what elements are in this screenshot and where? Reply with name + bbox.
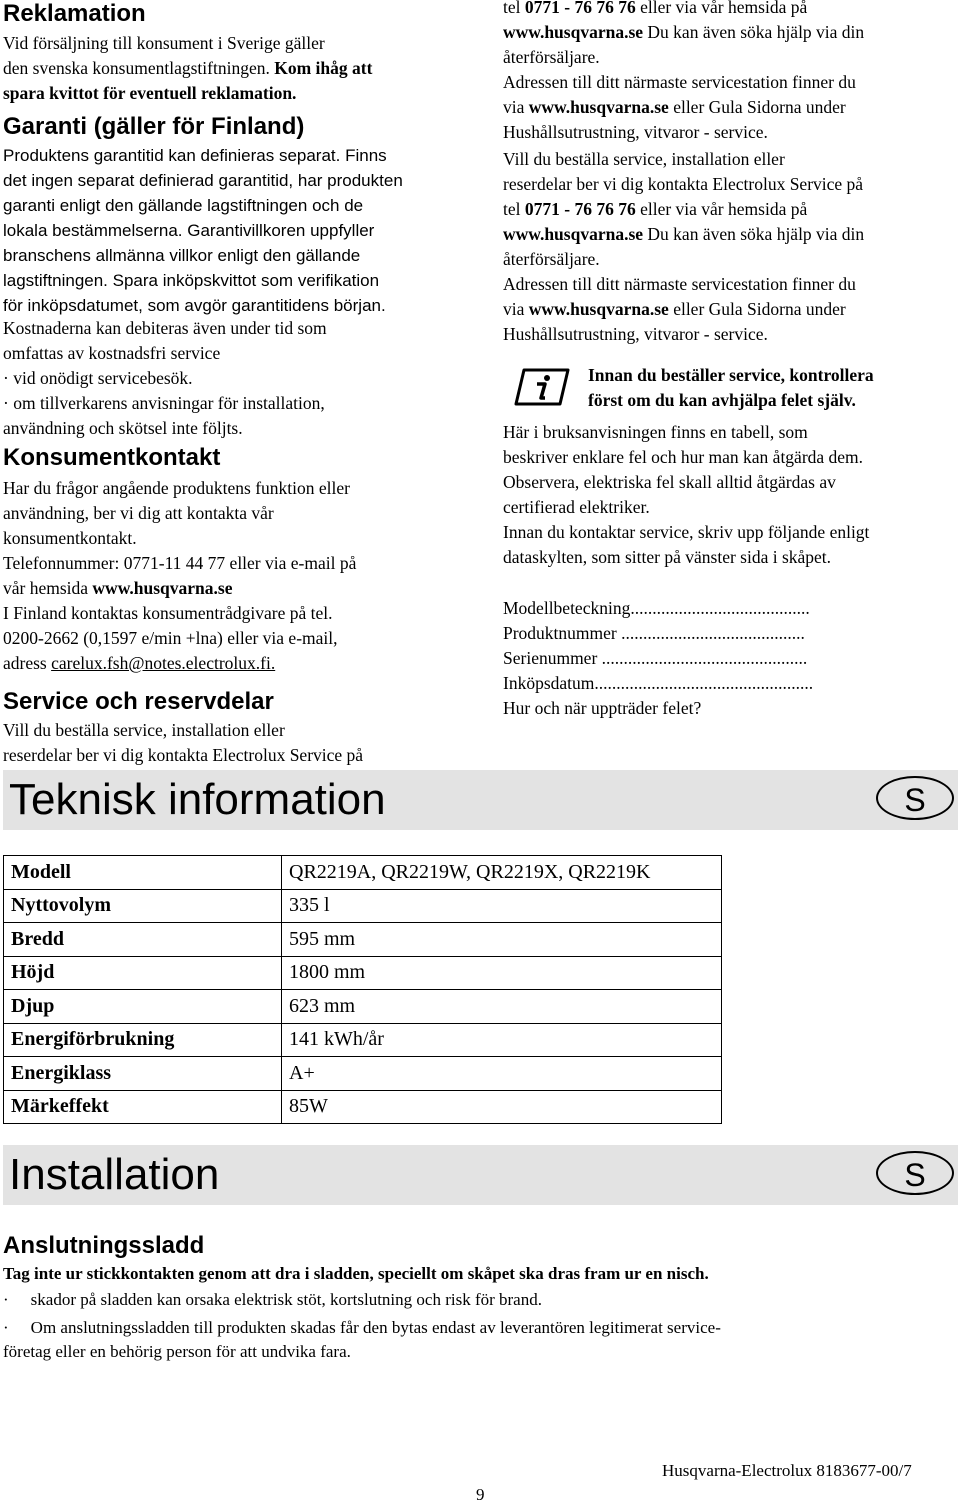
table-row xyxy=(4,1090,722,1124)
service-contact-block-1 xyxy=(503,0,958,145)
reklamation-line-2-text: den svenska konsumentlagstiftningen. xyxy=(3,58,275,78)
kontakt-line: konsumentkontakt. xyxy=(3,528,137,548)
reklamation-heading: Reklamation xyxy=(3,0,146,27)
table-row xyxy=(4,956,722,990)
b1-line: Hushållsutrustning, vitvaror - service. xyxy=(503,122,768,142)
b2-web2-link[interactable]: www.husqvarna.se xyxy=(528,299,669,319)
reklamation-line-1: Vid försäljning till konsument i Sverige gäller xyxy=(3,33,325,53)
field-purchase-date: Inköpsdatum.................................................. xyxy=(503,673,814,693)
service-line: Vill du beställa service, installation eller xyxy=(3,720,285,740)
cord-bullet-1 xyxy=(3,1287,542,1312)
spec-table xyxy=(3,855,722,1124)
spec-label: Energiklass xyxy=(4,1057,282,1091)
kontakt-email-line xyxy=(3,651,473,676)
b1-tel-prefix: tel xyxy=(503,0,525,17)
spec-value: 85W xyxy=(282,1090,722,1124)
bullet-text: Om anslutningssladden till produkten skadas får den bytas endast av leverantören legitimerat service- xyxy=(30,1318,721,1337)
garanti-line: branschens allmänna villkor enligt den gällande xyxy=(3,246,361,265)
notice-text xyxy=(588,363,958,413)
spec-label: Märkeffekt xyxy=(4,1090,282,1124)
notice-line-1: Innan du beställer service, kontrollera xyxy=(588,365,874,385)
b1-via-line xyxy=(503,95,958,120)
table-row xyxy=(4,889,722,923)
para-line: Observera, elektriska fel skall alltid åtgärdas av xyxy=(503,472,836,492)
spec-value: 1800 mm xyxy=(282,956,722,990)
kontakt-fin-line: I Finland kontaktas konsumentrådgivare på tel. xyxy=(3,603,333,623)
b1-tel-suffix: eller via vår hemsida på xyxy=(635,0,808,17)
service-contact-block-2 xyxy=(503,147,958,347)
field-model: Modellbeteckning......................................... xyxy=(503,598,810,618)
garanti-line: lokala bestämmelserna. Garantivillkoren uppfyller xyxy=(3,221,375,240)
field-fault-description: Hur och när uppträder felet? xyxy=(503,698,702,718)
b1-tel: 0771 - 76 76 76 xyxy=(524,0,636,17)
info-icon xyxy=(514,367,570,407)
b1-line: Adressen till ditt närmaste servicestation finner du xyxy=(503,72,856,92)
document-number: Husqvarna-Electrolux 8183677-00/7 xyxy=(662,1461,912,1480)
garanti-cost-line: · vid onödigt servicebesök. xyxy=(3,368,193,388)
service-heading: Service och reservdelar xyxy=(3,688,274,715)
spec-value: 623 mm xyxy=(282,990,722,1024)
b2-web2-suffix: eller Gula Sidorna under xyxy=(668,299,846,319)
b1-web2-link[interactable]: www.husqvarna.se xyxy=(528,97,669,117)
b1-web-line xyxy=(503,20,958,45)
kontakt-line: Telefonnummer: 0771-11 44 77 eller via e-mail på xyxy=(3,553,357,573)
table-row xyxy=(4,1023,722,1057)
b2-tel-prefix: tel xyxy=(503,199,525,219)
b2-line: Vill du beställa service, installation eller xyxy=(503,149,785,169)
service-text xyxy=(3,718,473,768)
b1-web2-suffix: eller Gula Sidorna under xyxy=(668,97,846,117)
service-line: reserdelar ber vi dig kontakta Electrolux Service på xyxy=(3,745,364,765)
para-line: beskriver enklare fel och hur man kan åtgärda dem. xyxy=(503,447,864,467)
field-serial-number: Serienummer ............................................... xyxy=(503,648,808,668)
b2-tel-line xyxy=(503,197,958,222)
bullet-mark: · xyxy=(3,1318,9,1337)
b1-web-suffix: Du kan även söka hjälp via din xyxy=(643,22,865,42)
garanti-line: för inköpsdatumet, som avgör garantitidens början. xyxy=(3,296,386,315)
kontakt-line: användning, ber vi dig att kontakta vår xyxy=(3,503,274,523)
garanti-text xyxy=(3,143,473,318)
garanti-cost-line: omfattas av kostnadsfri service xyxy=(3,343,221,363)
b2-line: Adressen till ditt närmaste servicestation finner du xyxy=(503,274,856,294)
spec-value: QR2219A, QR2219W, QR2219X, QR2219K xyxy=(282,856,722,890)
bullet-mark: · xyxy=(3,1290,9,1309)
cord-bullet-2 xyxy=(3,1315,721,1340)
para-line: Här i bruksanvisningen finns en tabell, som xyxy=(503,422,808,442)
spec-label: Bredd xyxy=(4,923,282,957)
para-line: Innan du kontaktar service, skriv upp följande enligt xyxy=(503,522,870,542)
table-row xyxy=(4,856,722,890)
reklamation-text xyxy=(3,31,473,106)
teknisk-banner xyxy=(3,770,958,830)
kontakt-line: Har du frågor angående produktens funktion eller xyxy=(3,478,350,498)
kontakt-web-line xyxy=(3,576,473,601)
b2-web-suffix: Du kan även söka hjälp via din xyxy=(643,224,865,244)
spec-label: Höjd xyxy=(4,956,282,990)
b2-web-line xyxy=(503,222,958,247)
spec-value: 335 l xyxy=(282,889,722,923)
spec-label: Djup xyxy=(4,990,282,1024)
troubleshoot-paragraph xyxy=(503,420,958,570)
b1-line: återförsäljare. xyxy=(503,47,600,67)
garanti-cost-line: användning och skötsel inte följts. xyxy=(3,418,243,438)
b1-tel-line xyxy=(503,0,958,20)
language-badge: S xyxy=(876,1151,954,1195)
reklamation-line-2 xyxy=(3,56,473,81)
cord-bullet-2-cont: företag eller en behörig person för att undvika fara. xyxy=(3,1342,351,1361)
kontakt-fin-line: 0200-2662 (0,1597 e/min +lna) eller via e-mail, xyxy=(3,628,338,648)
garanti-costs xyxy=(3,316,473,441)
reklamation-bold-tail: Kom ihåg att xyxy=(274,58,373,78)
spec-value: 141 kWh/år xyxy=(282,1023,722,1057)
b2-tel-suffix: eller via vår hemsida på xyxy=(635,199,808,219)
bullet-text: skador på sladden kan orsaka elektrisk stöt, kortslutning och risk för brand. xyxy=(30,1290,542,1309)
b2-via: via xyxy=(503,299,529,319)
para-line: certifierad elektriker. xyxy=(503,497,650,517)
garanti-line: lagstiftningen. Spara inköpskvittot som verifikation xyxy=(3,271,380,290)
b1-web-link[interactable]: www.husqvarna.se xyxy=(503,22,644,42)
garanti-line: Produktens garantitid kan definieras separat. Finns xyxy=(3,146,387,165)
konsumentkontakt-text xyxy=(3,476,473,676)
konsumentkontakt-heading: Konsumentkontakt xyxy=(3,444,221,471)
notice-line-2: först om du kan avhjälpa felet själv. xyxy=(588,390,856,410)
installation-title: Installation xyxy=(9,1150,220,1199)
b2-line: reserdelar ber vi dig kontakta Electrolux Service på xyxy=(503,174,864,194)
table-row xyxy=(4,923,722,957)
b2-tel: 0771 - 76 76 76 xyxy=(524,199,636,219)
b1-via: via xyxy=(503,97,529,117)
garanti-line: garanti enligt den gällande lagstiftningen och de xyxy=(3,196,364,215)
kontakt-web-link[interactable]: www.husqvarna.se xyxy=(92,578,233,598)
language-badge: S xyxy=(876,776,954,820)
spec-value: A+ xyxy=(282,1057,722,1091)
page-number: 9 xyxy=(476,1485,485,1504)
kontakt-email-link[interactable]: carelux.fsh@notes.electrolux.fi. xyxy=(51,653,276,673)
kontakt-email-prefix: adress xyxy=(3,653,52,673)
spec-value: 595 mm xyxy=(282,923,722,957)
b2-web-link[interactable]: www.husqvarna.se xyxy=(503,224,644,244)
table-row xyxy=(4,990,722,1024)
reklamation-line-3: spara kvittot för eventuell reklamation. xyxy=(3,83,297,103)
kontakt-web-prefix: vår hemsida xyxy=(3,578,93,598)
garanti-cost-line: Kostnaderna kan debiteras även under tid som xyxy=(3,318,327,338)
b2-line: Hushållsutrustning, vitvaror - service. xyxy=(503,324,768,344)
field-product-number: Produktnummer .......................................... xyxy=(503,623,805,643)
table-row xyxy=(4,1057,722,1091)
para-line: dataskylten, som sitter på vänster sida i skåpet. xyxy=(503,547,832,567)
b2-line: återförsäljare. xyxy=(503,249,600,269)
data-plate-fields xyxy=(503,596,958,721)
spec-label: Nyttovolym xyxy=(4,889,282,923)
spec-label: Energiförbrukning xyxy=(4,1023,282,1057)
anslutningssladd-heading: Anslutningssladd xyxy=(3,1232,205,1259)
cord-warning: Tag inte ur stickkontakten genom att dra i sladden, speciellt om skåpet ska dras fram ur en nisch. xyxy=(3,1264,709,1283)
b2-via-line xyxy=(503,297,958,322)
garanti-line: det ingen separat definierad garantitid, har produkten xyxy=(3,171,403,190)
teknisk-title: Teknisk information xyxy=(9,775,386,824)
garanti-cost-line: · om tillverkarens anvisningar för installation, xyxy=(3,393,325,413)
installation-banner xyxy=(3,1145,958,1205)
spec-label: Modell xyxy=(4,856,282,890)
garanti-heading: Garanti (gäller för Finland) xyxy=(3,113,305,140)
